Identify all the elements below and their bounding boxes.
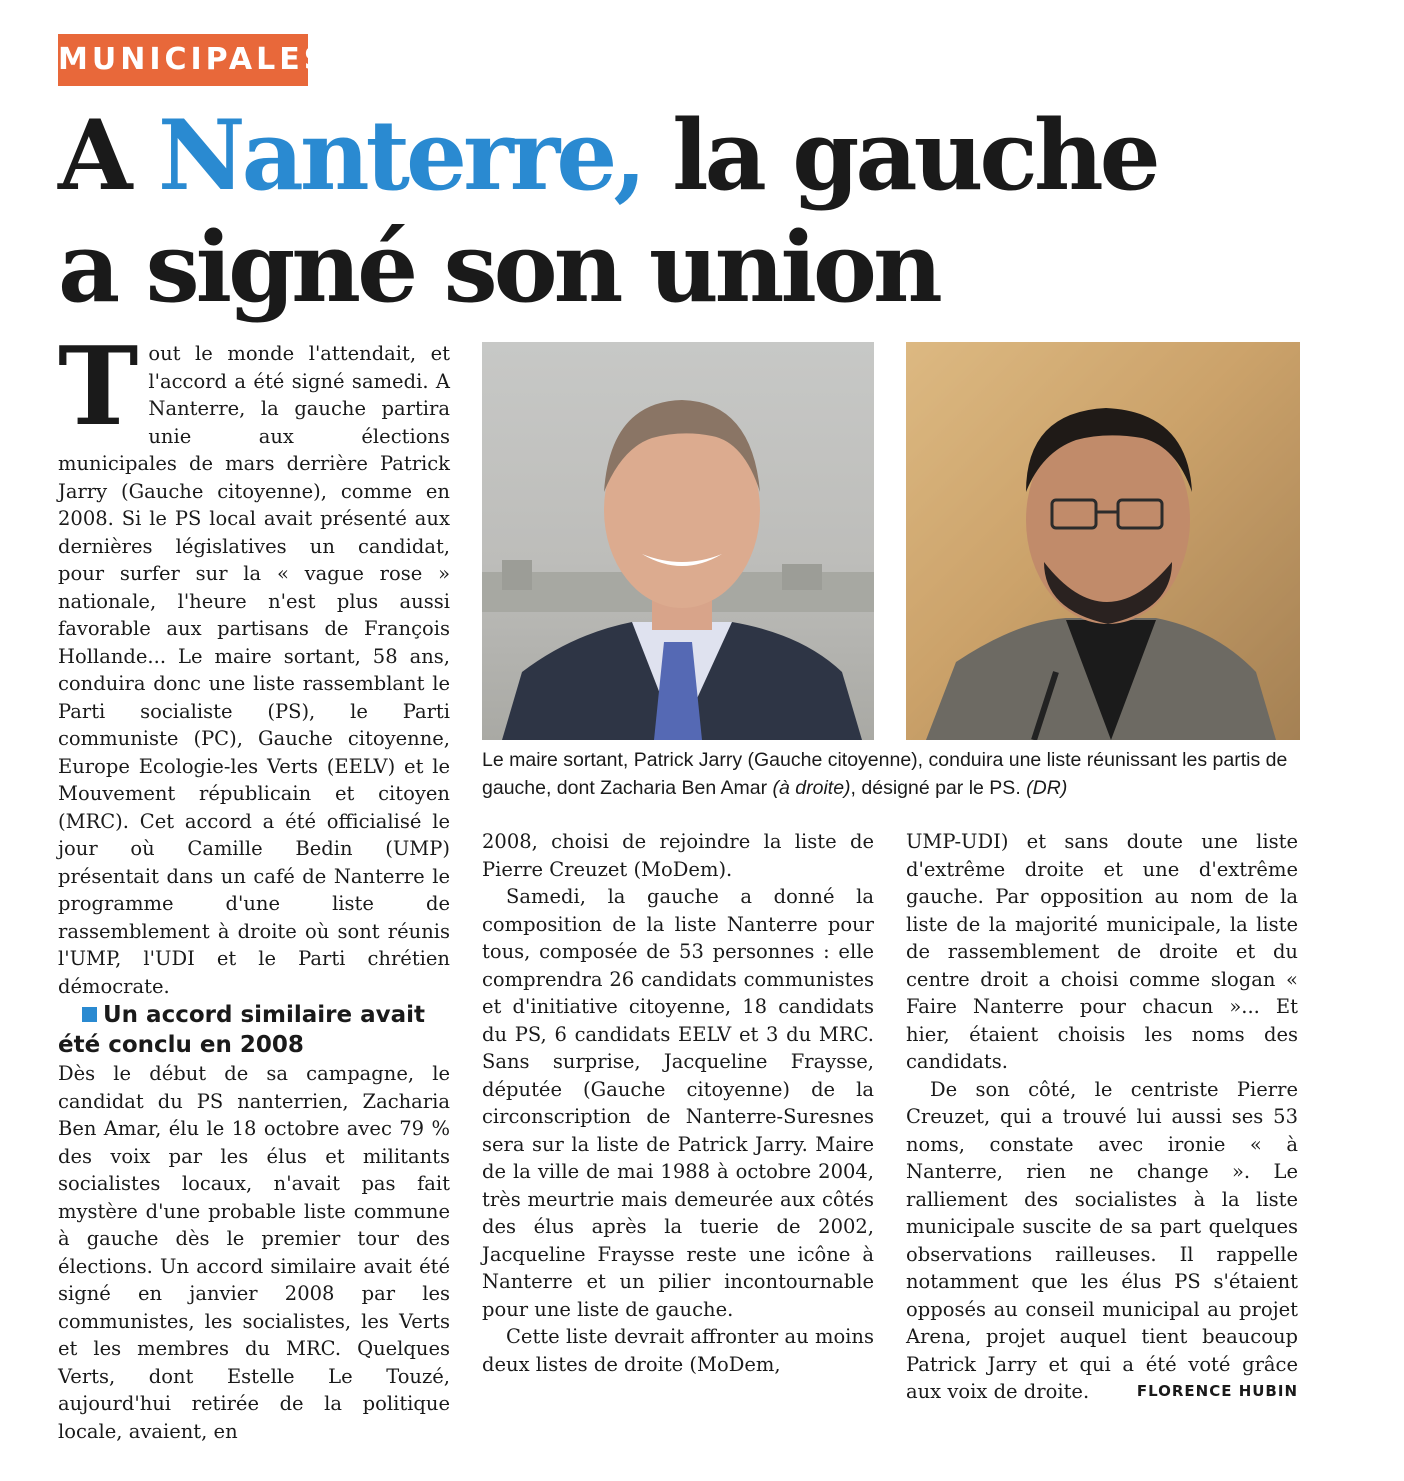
photo-zacharia-ben-amar [906, 342, 1300, 740]
photo-caption [482, 746, 1302, 802]
paragraph: UMP-UDI) et sans doute une liste d'extrême droite et une d'extrême gauche. Par opposition au nom de la liste de la majorité municipale, la liste de rassemblement de droite et du centre droit a choisi comme slogan « Faire Nanterre pour chacun »... Et hier, étaient choisis les noms des candidats. [906, 830, 1298, 1073]
photo-credit: (DR) [1026, 777, 1068, 799]
caption-text-end: , désigné par le PS. [850, 777, 1027, 799]
article-column-1 [58, 324, 450, 1445]
paragraph: Dès le début de sa campagne, le candidat du PS nanterrien, Zacharia Ben Amar, élu le 18 octobre avec 79 % des voix par les élus et militants socialistes locaux, n'avait pas fait mystère d'une probable liste commune à gauche dès le premier tour des élections. Un accord similaire avait été signé en janvier 2008 par les communistes, les socialistes, les Verts et les membres du MRC. Quelques Verts, dont Estelle Le Touzé, aujourd'hui retirée de la politique locale, avaient, en [58, 1062, 450, 1443]
subheading [58, 1000, 450, 1060]
caption-text: Le maire sortant, Patrick Jarry (Gauche citoyenne), conduira une liste réunissant les partis de gauche, dont Zacharia Ben Amar [482, 749, 1288, 799]
caption-italic: (à droite) [772, 777, 851, 799]
paragraph: Cette liste devrait affronter au moins deux listes de droite (MoDem, [482, 1325, 874, 1376]
paragraph [906, 1076, 1298, 1406]
portrait-man-suit-image [482, 342, 874, 740]
headline-highlight: Nanterre, [157, 99, 643, 212]
headline-part2: la gauche [642, 99, 1157, 212]
subheading-text: Un accord similaire avait été conclu en 2008 [58, 1002, 426, 1058]
paragraph: Samedi, la gauche a donné la composition de la liste Nanterre pour tous, composée de 53 personnes : elle comprendra 26 candidats communistes et d'initiative citoyenne, 18 candidats du PS, 6 candidats EELV et 3 du MRC. Sans surprise, Jacqueline Fraysse, députée (Gauche citoyenne) de la circonscription de Nanterre-Suresnes sera sur la liste de Patrick Jarry. Maire de la ville de mai 1988 à octobre 2004, très meurtrie mais demeurée aux côtés des élus après la tuerie de 2002, Jacqueline Fraysse reste une icône à Nanterre et un pilier incontournable pour une liste de gauche. [482, 885, 874, 1321]
portrait-man-glasses-image [906, 342, 1300, 740]
paragraph-text: De son côté, le centriste Pierre Creuzet, qui a trouvé lui aussi ses 53 noms, constate avec ironie « à Nanterre, rien ne change ». Le ralliement des socialistes à la liste municipale suscite de sa part quelques observations railleuses. Il rappelle notamment que les élus PS s'étaient opposés au conseil municipal au projet Arena, projet auquel tient beaucoup Patrick Jarry et qui a été voté grâce aux voix de droite. [906, 1077, 1298, 1403]
lead-text: out le monde l'attendait, et l'accord a été signé samedi. A Nanterre, la gauche partira unie aux élections municipales de mars derrière Patrick Jarry (Gauche citoyenne), comme en 2008. Si le PS local avait présenté aux dernières législatives un candidat, pour surfer sur la « vague rose » nationale, l'heure n'est plus aussi favorable aux partisans de François Hollande... Le maire sortant, 58 ans, conduira donc une liste rassemblant le Parti socialiste (PS), le Parti communiste (PC), Gauche citoyenne, Europe Ecologie-les Verts (EELV) et le Mouvement républicain et citoyen (MRC). Cet accord a été officialisé le jour où Camille Bedin (UMP) présentait dans un café de Nanterre le programme d'une liste de rassemblement à droite où sont réunis l'UMP, l'UDI et le Parti chrétien démocrate. [58, 342, 450, 998]
byline: FLORENCE HUBIN [1136, 1382, 1298, 1400]
headline-part1: A [58, 99, 158, 212]
square-bullet-icon [82, 1007, 97, 1022]
section-kicker: MUNICIPALES [58, 34, 308, 86]
headline-line2: a signé son union [58, 211, 939, 324]
article-column-3 [906, 828, 1298, 1406]
photo-patrick-jarry [482, 342, 874, 740]
article-column-2 [482, 828, 874, 1378]
paragraph: 2008, choisi de rejoindre la liste de Pierre Creuzet (MoDem). [482, 830, 874, 881]
headline [58, 100, 1298, 324]
drop-cap: T [58, 324, 139, 450]
lead-paragraph [58, 324, 450, 1000]
